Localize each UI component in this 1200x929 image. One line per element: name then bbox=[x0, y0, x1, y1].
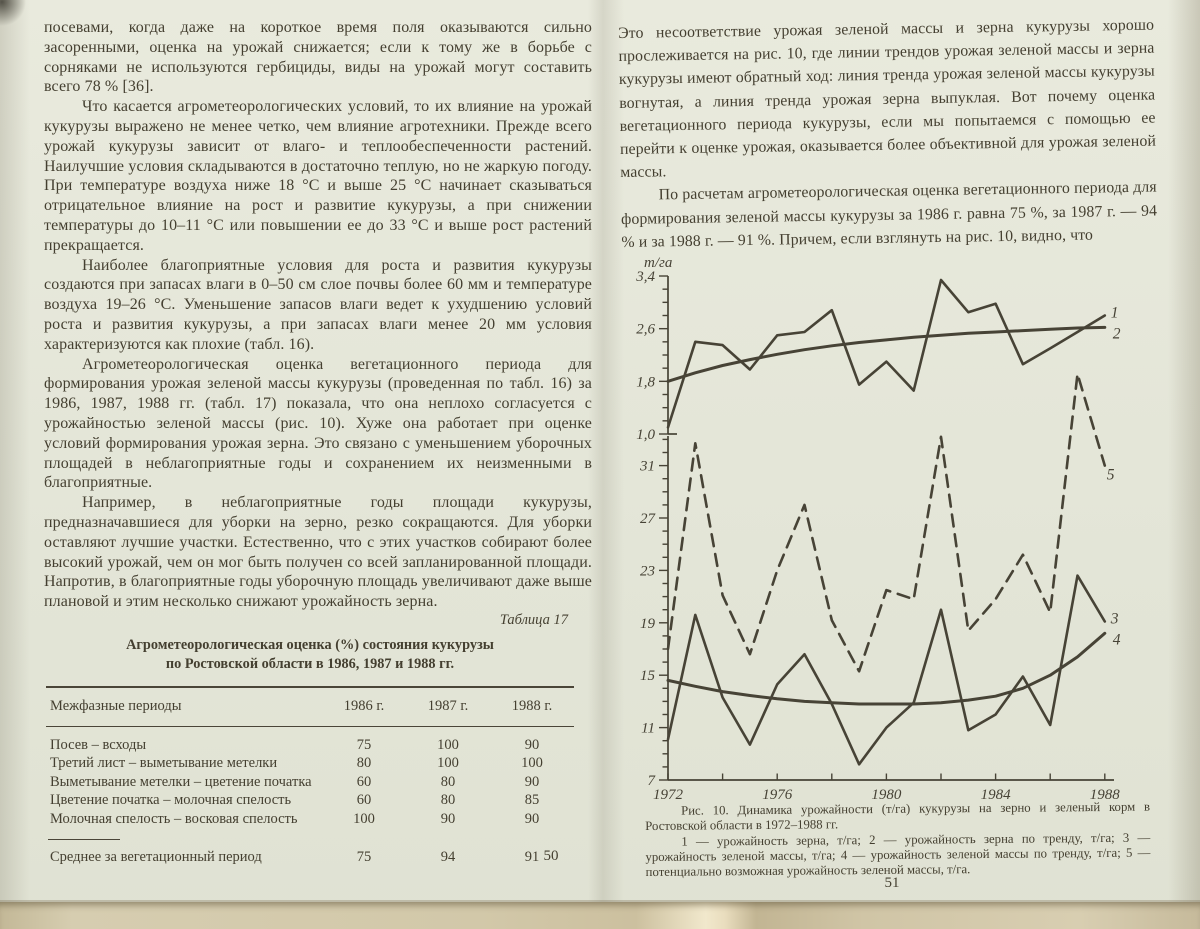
value-cell: 80 bbox=[356, 755, 372, 772]
series-number-label: 1 bbox=[1110, 304, 1119, 322]
book-bottom-edge bbox=[0, 902, 1200, 929]
table-row bbox=[46, 754, 574, 773]
period-cell: Выметывание метелки – цветение початка bbox=[50, 773, 312, 790]
table-header-year: 1986 г. bbox=[343, 698, 385, 714]
value-cell: 85 bbox=[524, 792, 540, 809]
value-cell: 60 bbox=[356, 773, 372, 790]
table-average-row bbox=[46, 848, 574, 867]
series-number-label: 3 bbox=[1110, 610, 1119, 628]
table-body bbox=[46, 736, 574, 829]
y-tick-label: 7 bbox=[647, 773, 655, 789]
x-tick-label: 1980 bbox=[871, 787, 902, 803]
value-cell: 80 bbox=[440, 792, 456, 809]
table-row bbox=[46, 791, 574, 810]
x-tick-label: 1972 bbox=[653, 787, 683, 803]
yield-chart bbox=[628, 252, 1188, 808]
panel-grain bbox=[635, 255, 1121, 443]
table-average-label: Среднее за вегетационный период bbox=[50, 848, 262, 865]
body-paragraph: По расчетам агрометеорологическая оценка вегетационного периода для формирования зеленой массы кукурузы за 1986 г. равна 75 %, за 1987 г. — 94 % и за 1988 г. — 91 %. Причем, если взглянуть на рис. 10, видно, что bbox=[620, 178, 1158, 251]
series-line-4 bbox=[668, 633, 1105, 704]
y-tick-label: 19 bbox=[640, 615, 655, 632]
x-axis-group bbox=[653, 774, 1120, 804]
page-number-right: 51 bbox=[884, 875, 900, 891]
table-header-year: 1988 г. bbox=[511, 698, 553, 714]
y-tick-label: 1,0 bbox=[636, 427, 655, 443]
value-cell: 100 bbox=[437, 755, 459, 772]
body-paragraph: Наиболее благоприятные условия для роста и развития кукурузы создаются при запасах влаги в 0–50 см слое почвы более 60 мм и температуре воздуха 19–26 °С. Уменьшение запасов влаги ведет к ухудшению условий роста и развития кукурузы, а при запасах влаги менее 20 мм условия характеризуются как плохие (табл. 16). bbox=[44, 256, 592, 353]
period-cell: Третий лист – выметывание метелки bbox=[50, 755, 278, 772]
value-cell: 90 bbox=[524, 736, 540, 753]
table-short-rule bbox=[48, 839, 120, 840]
y-tick-label: 11 bbox=[641, 720, 655, 737]
y-tick-label: 2,6 bbox=[636, 321, 655, 338]
table-title-line2: по Ростовской области в 1986, 1987 и 1988 гг. bbox=[165, 656, 455, 672]
series-number-label: 4 bbox=[1112, 631, 1121, 649]
value-cell: 90 bbox=[524, 773, 540, 790]
series-line-1 bbox=[668, 280, 1105, 427]
x-tick-label: 1988 bbox=[1089, 787, 1120, 803]
table-header-periods: Межфазные периоды bbox=[50, 698, 182, 714]
figure-caption bbox=[645, 800, 1151, 880]
series-number-label: 2 bbox=[1112, 325, 1121, 343]
table-label: Таблица 17 bbox=[499, 612, 568, 628]
series-line-5 bbox=[668, 374, 1105, 671]
left-page-text bbox=[44, 18, 592, 612]
value-cell: 75 bbox=[356, 736, 372, 753]
panel-green-mass bbox=[639, 374, 1121, 789]
body-paragraph: Что касается агрометеорологических условий, то их влияние на урожай кукурузы выражено не менее четко, чем влияние агротехники. Прежде всего урожай кукурузы зависит от влаго- и теплообеспеченности растений. Наилучшие условия складываются в достаточно теплую, но не жаркую погоду. При температуре воздуха ниже 18 °С и выше 25 °С начинает сказываться отрицательное влияние на рост и развитие кукурузы, а при снижении температуры до 10–11 °С или повышении ее до 33 °С и выше рост растений прекращается. bbox=[44, 98, 592, 254]
page-number-left: 50 bbox=[543, 848, 559, 864]
y-tick-label: 23 bbox=[640, 563, 655, 580]
series-line-3 bbox=[668, 576, 1105, 765]
table-17 bbox=[46, 686, 574, 866]
y-tick-label: 27 bbox=[640, 511, 655, 527]
figure-caption-legend: 1 — урожайность зерна, т/га; 2 — урожайность зерна по тренду, т/га; 3 — урожайность зеленой массы, т/га; 4 — урожайность зеленой массы по тренду, т/га; 5 — потенциально возможная урожайность зеленой массы, т/га. bbox=[645, 830, 1151, 879]
value-cell: 80 bbox=[440, 773, 456, 790]
series-number-label: 5 bbox=[1106, 466, 1115, 484]
y-tick-label: 3,4 bbox=[636, 269, 655, 286]
value-cell: 100 bbox=[437, 736, 459, 753]
value-cell: 75 bbox=[356, 848, 372, 865]
right-page-text bbox=[618, 14, 1158, 254]
table-row bbox=[46, 810, 574, 829]
body-paragraph: Например, в неблагоприятные годы площади кукурузы, предназначавшиеся для уборки на зерно, резко сокращаются. Для уборки оставляют лучшие участки. Естественно, что с этих участков собирают более высокий урожай, чем он мог быть получен со всей запланированной площади. Напротив, в благоприятные годы уборочную площадь увеличивают даже выше плановой и этим несколько снижают урожайность зерна. bbox=[44, 494, 592, 611]
table-17-block bbox=[46, 612, 574, 866]
x-tick-label: 1984 bbox=[980, 787, 1011, 803]
value-cell: 90 bbox=[440, 810, 456, 827]
value-cell: 100 bbox=[353, 810, 375, 827]
table-header-year: 1987 г. bbox=[427, 698, 469, 714]
value-cell: 91 bbox=[524, 848, 540, 865]
y-tick-label: 31 bbox=[640, 458, 655, 475]
figure-caption-title: Рис. 10. Динамика урожайности (т/га) кукурузы на зерно и зеленый корм в Ростовской области в 1972–1988 гг. bbox=[645, 799, 1151, 833]
table-row bbox=[46, 736, 574, 755]
table-header-row bbox=[46, 686, 574, 727]
period-cell: Молочная спелость – восковая спелость bbox=[50, 810, 298, 827]
value-cell: 100 bbox=[521, 755, 543, 772]
table-title-line1: Агрометеорологическая оценка (%) состояния кукурузы bbox=[126, 637, 494, 653]
y-tick-label: 15 bbox=[640, 668, 655, 685]
value-cell: 94 bbox=[440, 848, 456, 865]
period-cell: Цветение початка – молочная спелость bbox=[50, 792, 292, 809]
value-cell: 60 bbox=[356, 792, 372, 809]
value-cell: 90 bbox=[524, 810, 540, 827]
table-row bbox=[46, 773, 574, 792]
body-paragraph: Агрометеорологическая оценка вегетационного периода для формирования урожая зеленой массы кукурузы (проведенная по табл. 16) за 1986, 1987, 1988 гг. (табл. 17) показала, что она неплохо согласуется с урожайностью зеленой массы (рис. 10). Хуже она работает при оценке условий формирования урожая зерна. Это связано с уменьшением уборочных площадей в неблагоприятные годы и сохранением их неизменными в благоприятные. bbox=[44, 355, 592, 492]
axis-unit-label: т/га bbox=[644, 255, 673, 271]
body-paragraph: посевами, когда даже на короткое время поля оказываются сильно засоренными, оценка на урожай снижается; если к тому же в борьбе с сорняками не используются гербициды, виды на урожай могут составить всего 78 % [36]. bbox=[44, 19, 592, 96]
body-paragraph: Это несоответствие урожая зеленой массы и зерна кукурузы хорошо прослеживается на рис. 10, где линии трендов урожая зеленой массы и зерна кукурузы имеют обратный ход: линия тренда урожая зеленой массы кукурузы вогнутая, а линия тренда урожая зерна выпуклая. Вот почему оценка вегетационного периода кукурузы, если мы попытаемся с помощью ее перейти к оценке урожая, оказывается более объективной для урожая зеленой массы. bbox=[618, 16, 1157, 182]
y-tick-label: 1,8 bbox=[636, 374, 655, 391]
x-tick-label: 1976 bbox=[762, 787, 793, 803]
period-cell: Посев – всходы bbox=[50, 736, 147, 753]
